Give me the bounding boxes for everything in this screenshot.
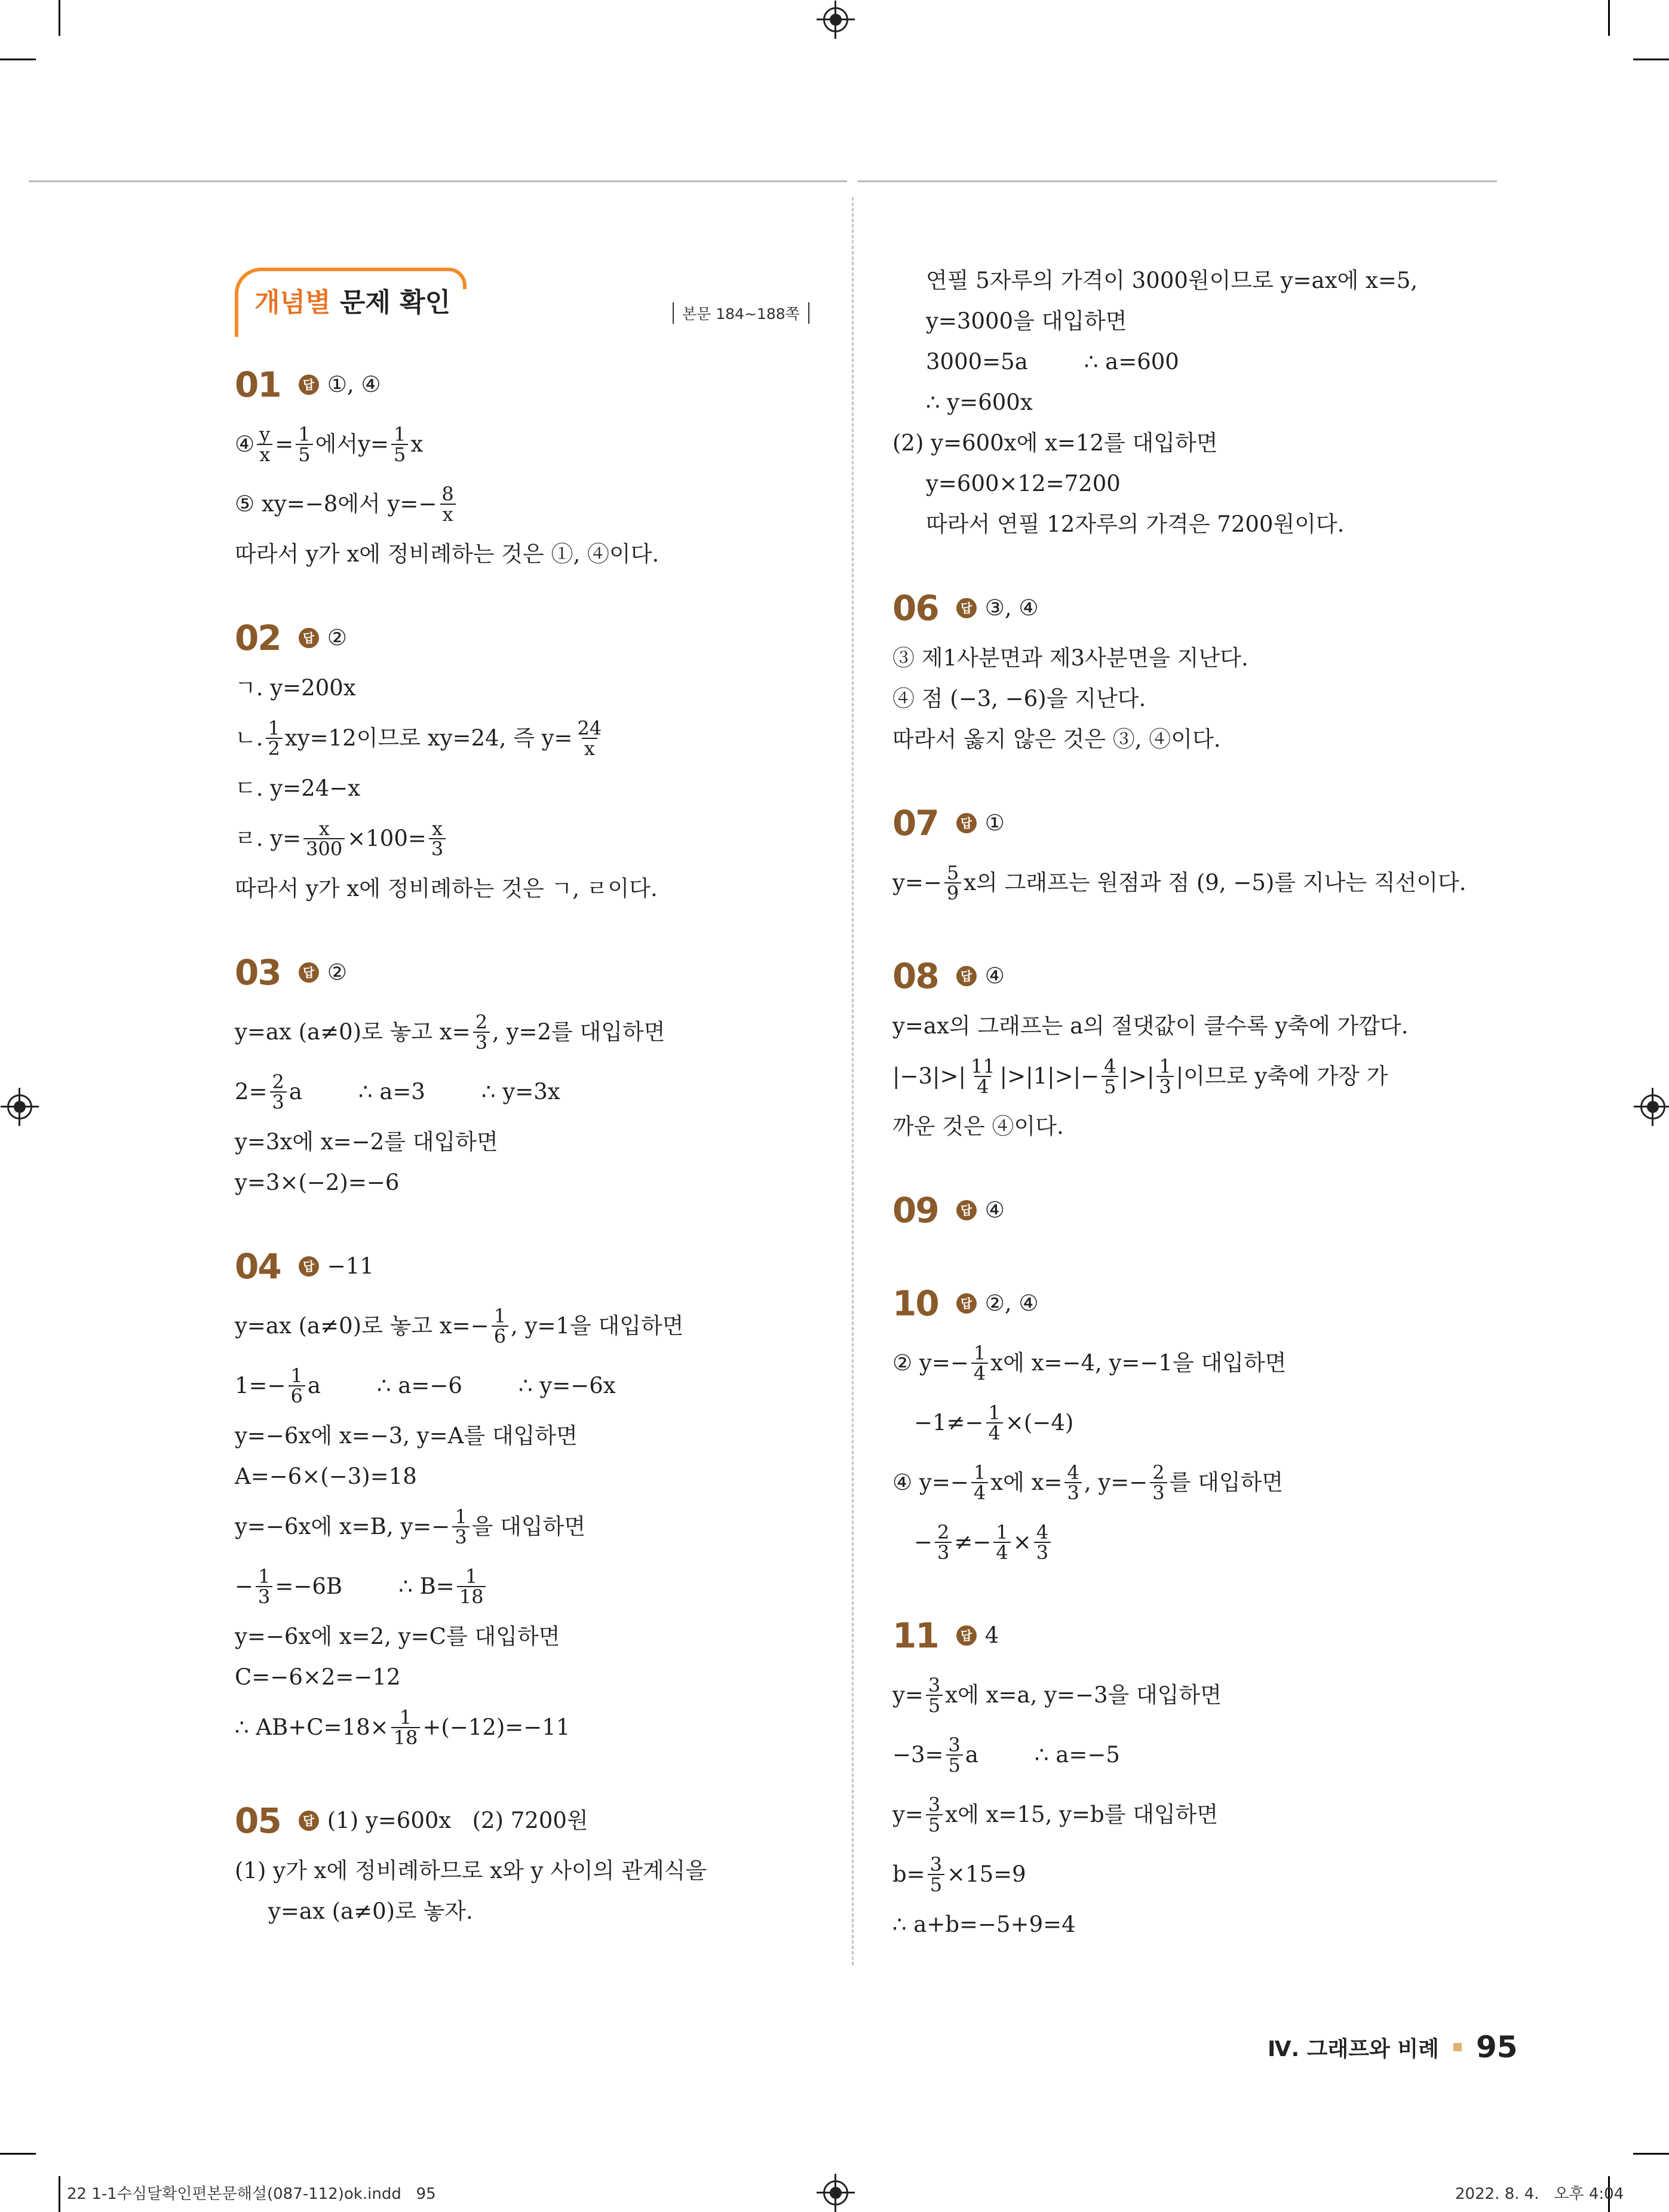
solution-line: ③ 제1사분면과 제3사분면을 지난다. (892, 645, 1248, 671)
fraction: $\frac{3}{5}$ (926, 1795, 943, 1834)
solution-line: ㄹ. y= $\frac{x}{300}$ ×100= $\frac{x}{3}$ (235, 809, 832, 869)
solution-line: ∴ y=600x (926, 389, 1033, 415)
answer-badge-icon: 답 (956, 1200, 977, 1220)
fraction: $\frac{1}{4}$ (971, 1463, 988, 1502)
problem-header (892, 946, 1490, 1006)
fraction: $\frac{2}{3}$ (473, 1013, 490, 1052)
problem-header (235, 943, 832, 1002)
solution-line: y=3000을 대입하면 (926, 308, 1127, 334)
problem-number: 06 (892, 588, 938, 628)
solution-line: y=ax (a≠0)로 놓자. (268, 1898, 473, 1924)
crop-mark (1608, 0, 1610, 36)
problem-number: 05 (235, 1800, 281, 1841)
problem-header (892, 1274, 1490, 1333)
answer-badge-icon: 답 (956, 813, 977, 833)
fraction: $\frac{2}{3}$ (935, 1523, 952, 1562)
solution-line: A=−6×(−3)=18 (235, 1464, 417, 1489)
answer-text: ② (327, 625, 347, 651)
fraction: $\frac{24}{x}$ (577, 717, 602, 760)
fraction: $\frac{1}{4}$ (986, 1403, 1003, 1443)
solution-line: y=−6x에 x=−3, y=A를 대입하면 (235, 1423, 578, 1449)
registration-mark-icon (1640, 1094, 1665, 1119)
solution-line: (1) y가 x에 정비례하므로 x와 y 사이의 관계식을 (235, 1858, 707, 1883)
problem-number: 01 (235, 364, 281, 405)
top-rule-right (858, 180, 1497, 182)
answer-text: ②, ④ (984, 1290, 1039, 1316)
crop-mark (0, 2153, 36, 2155)
solution-line: 따라서 옳지 않은 것은 ③, ④이다. (892, 726, 1221, 752)
solution-line: ② y=− $\frac{1}{4}$ x에 x=−4, y=−1을 대입하면 (892, 1342, 1287, 1385)
solution-line: 연필 5자루의 가격이 3000원이므로 y=ax에 x=5, (926, 268, 1418, 293)
fraction: $\frac{1}{3}$ (256, 1567, 272, 1606)
problem-header (892, 578, 1490, 638)
solution-line: ④ y=− $\frac{1}{4}$ x에 x= $\frac{4}{3}$ , y=− $\frac{2}{3}$ 를 대입하면 (892, 1461, 1284, 1504)
solution-line: ∴ AB+C=18× $\frac{1}{18}$ +(−12)=−11 (235, 1706, 570, 1749)
answer-badge-icon: 답 (299, 962, 319, 983)
answer-text: ④ (984, 1197, 1005, 1223)
solution-line: ⑤ xy=−8에서 y=− $\frac{8}{x}$ (235, 474, 832, 534)
solution-line: y=− $\frac{5}{9}$ x의 그래프는 원점과 점 (9, −5)를 지나는 직선이다. (892, 861, 1466, 904)
fraction: $\frac{1}{18}$ (457, 1567, 486, 1606)
solution-line: y=3×(−2)=−6 (235, 1170, 400, 1195)
problem-number: 02 (235, 618, 281, 658)
fraction: $\frac{1}{18}$ (391, 1708, 421, 1747)
crop-mark (59, 0, 60, 36)
fraction: $\frac{11}{4}$ (970, 1055, 995, 1098)
fraction: $\frac{1}{5}$ (296, 425, 312, 464)
fraction: $\frac{5}{9}$ (944, 863, 961, 903)
answer-text: −11 (327, 1253, 374, 1279)
fraction: $\frac{3}{5}$ (926, 1676, 943, 1715)
solution-line: ∴ a+b=−5+9=4 (892, 1912, 1076, 1937)
answer-badge-icon: 답 (956, 1293, 977, 1314)
answer-text: ①, ④ (327, 372, 381, 397)
solution-line: y=−6x에 x=B, y=− $\frac{1}{3}$ 을 대입하면 (235, 1505, 586, 1548)
fraction: $\frac{4}{5}$ (1102, 1057, 1118, 1096)
crop-mark (0, 59, 36, 60)
problem-header (892, 793, 1490, 853)
solution-line: y= $\frac{3}{5}$ x에 x=a, y=−3을 대입하면 (892, 1674, 1222, 1717)
solution-line: b= $\frac{3}{5}$ ×15=9 (892, 1853, 1026, 1896)
page-reference: 본문 184~188쪽 (673, 302, 809, 324)
fraction: $\frac{2}{3}$ (270, 1072, 287, 1112)
crop-mark (1633, 59, 1669, 60)
answer-text: ④ (984, 963, 1005, 989)
square-bullet-icon (1453, 2043, 1462, 2051)
fraction: $\frac{8}{x}$ (439, 484, 456, 524)
solution-line: y= $\frac{3}{5}$ x에 x=15, y=b를 대입하면 (892, 1793, 1219, 1836)
solution-line: y=ax의 그래프는 a의 절댓값이 클수록 y축에 가깝다. (892, 1013, 1409, 1039)
fraction: $\frac{1}{5}$ (391, 425, 408, 464)
solution-line: y=600×12=7200 (926, 471, 1121, 496)
answer-badge-icon: 답 (956, 598, 977, 618)
fraction: $\frac{x}{3}$ (429, 819, 446, 858)
problem-header (235, 355, 832, 415)
problem-header (892, 1606, 1490, 1665)
answer-text: ① (984, 810, 1005, 836)
fraction: $\frac{2}{3}$ (1150, 1463, 1167, 1502)
solution-line: y=ax (a≠0)로 놓고 x= $\frac{2}{3}$ , y=2를 대입하면 (235, 1011, 665, 1054)
fraction: $\frac{1}{3}$ (452, 1507, 469, 1547)
registration-mark-icon (823, 2180, 848, 2205)
crop-mark (59, 2176, 60, 2212)
fraction: $\frac{4}{3}$ (1064, 1463, 1081, 1502)
solution-line: ㄷ. y=24−x (235, 775, 361, 801)
problem-header (892, 1180, 1490, 1240)
print-slug-datetime: 2022. 8. 4. 오후 4:04 (1455, 2185, 1624, 2203)
solution-line: ㄴ. $\frac{1}{2}$ xy=12이므로 xy=24, 즉 y= $\frac{24}{x}$ (235, 708, 832, 768)
fraction: $\frac{3}{5}$ (946, 1735, 963, 1775)
solution-line: 따라서 연필 12자루의 가격은 7200원이다. (926, 511, 1345, 537)
fraction: $\frac{y}{x}$ (257, 425, 272, 464)
problem-number: 09 (892, 1190, 938, 1231)
answer-badge-icon: 답 (956, 966, 977, 986)
solution-line: y=ax (a≠0)로 놓고 x=− $\frac{1}{6}$ , y=1을 대입하면 (235, 1305, 684, 1348)
left-column (235, 355, 832, 1932)
solution-line: y=3x에 x=−2를 대입하면 (235, 1129, 498, 1155)
answer-badge-icon: 답 (299, 1256, 319, 1277)
answer-badge-icon: 답 (299, 628, 319, 648)
running-footer (1268, 2030, 1518, 2064)
right-column (892, 260, 1490, 1945)
solution-line: 따라서 y가 x에 정비례하는 것은 ㄱ, ㄹ이다. (235, 876, 658, 901)
answer-text: ③, ④ (984, 595, 1039, 621)
problem-number: 11 (892, 1615, 938, 1656)
solution-line: −1≠− $\frac{1}{4}$ ×(−4) (914, 1401, 1074, 1444)
answer-text: 4 (984, 1622, 999, 1648)
problem-number: 10 (892, 1283, 938, 1324)
solution-line: (2) y=600x에 x=12를 대입하면 (892, 430, 1218, 456)
answer-text: ② (327, 959, 347, 985)
solution-line: ④ 점 (−3, −6)을 지난다. (892, 686, 1146, 711)
solution-line: − $\frac{2}{3}$ ≠− $\frac{1}{4}$ × $\frac{4}{3}$ (892, 1512, 1490, 1572)
answer-badge-icon: 답 (299, 375, 319, 395)
section-title: 개념별 문제 확인 (254, 287, 451, 318)
fraction: $\frac{1}{4}$ (971, 1343, 988, 1383)
fraction: $\frac{1}{2}$ (266, 719, 283, 758)
problem-header (235, 1791, 832, 1851)
fraction: $\frac{1}{6}$ (492, 1306, 508, 1346)
answer-badge-icon: 답 (956, 1625, 977, 1646)
registration-mark-icon (823, 7, 848, 32)
problem-header (235, 1237, 832, 1296)
fraction: $\frac{1}{4}$ (993, 1523, 1010, 1562)
crop-mark (1633, 2153, 1669, 2155)
solution-line: C=−6×2=−12 (235, 1664, 401, 1690)
solution-line: 3000=5a ∴ a=600 (926, 349, 1179, 375)
fraction: $\frac{x}{300}$ (303, 819, 345, 858)
problem-header (235, 608, 832, 668)
registration-mark-icon (7, 1094, 32, 1119)
solution-line: −3= $\frac{3}{5}$ a ∴ a=−5 (892, 1734, 1120, 1777)
chapter-title: Ⅳ. 그래프와 비례 (1268, 2036, 1439, 2061)
solution-line: y=−6x에 x=2, y=C를 대입하면 (235, 1624, 560, 1649)
fraction: $\frac{1}{6}$ (289, 1366, 305, 1406)
fraction: $\frac{3}{5}$ (928, 1855, 944, 1894)
problem-number: 08 (892, 956, 938, 996)
solution-line: ④ $\frac{y}{x}$ = $\frac{1}{5}$ 에서 y= $\frac{1}{5}$ x (235, 423, 424, 466)
solution-line: 까운 것은 ④이다. (892, 1113, 1064, 1139)
solution-line: ㄱ. y=200x (235, 675, 356, 701)
answer-text: (1) y=600x (2) 7200원 (327, 1808, 588, 1833)
fraction: $\frac{1}{3}$ (1156, 1057, 1173, 1096)
answer-badge-icon: 답 (299, 1811, 319, 1831)
column-divider (852, 197, 854, 1965)
top-rule-left (29, 180, 847, 182)
solution-line: 2= $\frac{2}{3}$ a ∴ a=3 ∴ y=3x (235, 1070, 560, 1113)
solution-line: 1=− $\frac{1}{6}$ a ∴ a=−6 ∴ y=−6x (235, 1364, 616, 1407)
solution-line: 따라서 y가 x에 정비례하는 것은 ①, ④이다. (235, 541, 659, 567)
problem-number: 04 (235, 1246, 281, 1287)
solution-line: − $\frac{1}{3}$ =−6B ∴ B= $\frac{1}{18}$ (235, 1557, 832, 1616)
print-slug-file: 22 1-1수심달확인편본문해설(087-112)ok.indd 95 (67, 2185, 436, 2203)
problem-number: 07 (892, 803, 938, 843)
solution-line: |−3|> | $\frac{11}{4}$ | >|1|> |− $\frac{4}{5}$ | > | $\frac{1}{3}$ | 이므로 y축에 가장 가 (892, 1055, 1388, 1098)
fraction: $\frac{4}{3}$ (1034, 1523, 1051, 1562)
page-number: 95 (1475, 2030, 1518, 2064)
problem-number: 03 (235, 952, 281, 993)
